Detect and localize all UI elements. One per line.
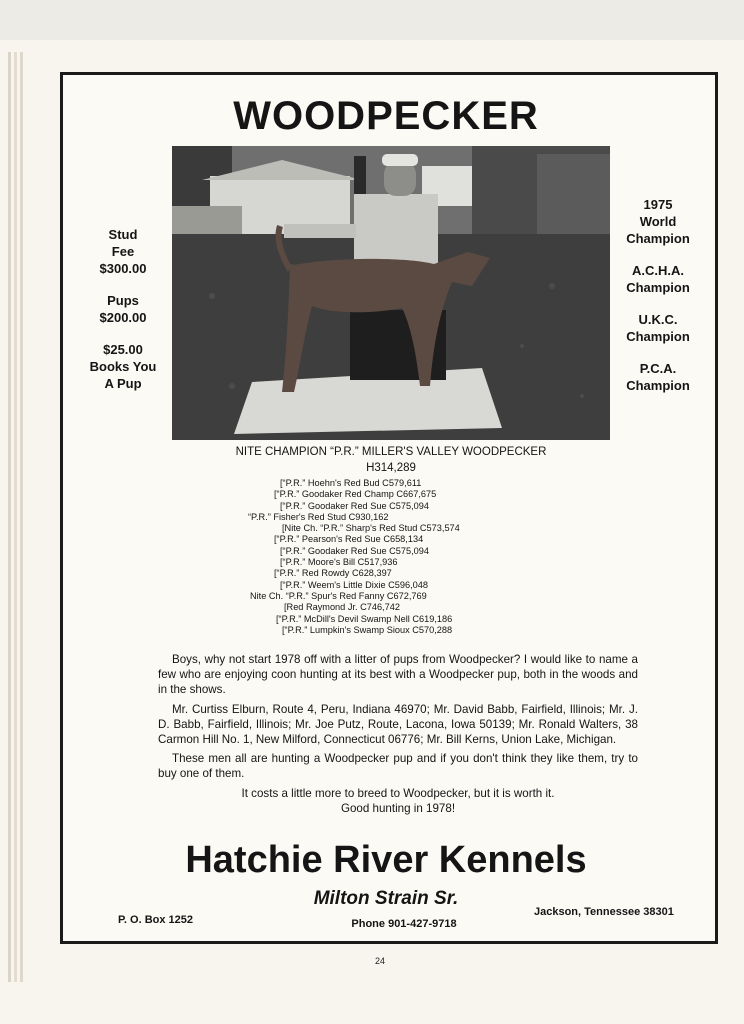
books-offer: $25.00 Books You A Pup [89,342,157,391]
pedigree-entry: [“P.R.” Weem's Little Dixie C596,048 [280,579,428,590]
pedigree-entry: [Nite Ch. “P.R.” Sharp's Red Stud C573,574 [282,523,460,534]
page-edge [8,52,11,982]
page-edge [14,52,17,982]
pedigree-entry: [“P.R.” Goodaker Red Sue C575,094 [280,500,429,511]
pedigree-entry: “P.R.” Fisher's Red Stud C930,162 [248,511,389,522]
pedigree-entry: [“P.R.” Goodaker Red Champ C667,675 [274,489,437,500]
ukc-champion: U.K.C. Champion [626,312,690,344]
stud-fee-column [78,226,168,407]
owner-name: Milton Strain Sr. [313,888,459,909]
ad-title: WOODPECKER [233,94,539,138]
body-paragraph: Boys, why not start 1978 off with a litter of pups from Woodpecker? I would like to name a few who are enjoying coon hunting at its best with a Woodpecker pup, both in the woods and in the shows. [158,653,638,697]
body-paragraph: It costs a little more to breed to Woodpecker, but it is worth it. [241,786,555,800]
body-paragraph: These men all are hunting a Woodpecker pup and if you don't think they like them, try to buy one of them. [158,752,638,781]
photo-illustration [172,146,610,440]
pedigree-entry: Nite Ch. “P.R.” Spur's Red Fanny C672,769 [250,590,427,601]
ad-body [158,652,638,816]
body-paragraph: Mr. Curtiss Elburn, Route 4, Peru, Indiana 46970; Mr. David Babb, Fairfield, Illinois; Mr. J. D. Babb, Fairfield, Illinois; Mr. Joe Putz, Route, Lacona, Iowa 50139; Mr. Ronald Walters, 38 Carmon Hill No. 1, New Milford, Connecticut 06776; Mr. Bill Kerns, Union Lake, Michigan. [158,702,638,747]
pedigree-entry: [“P.R.” Hoehn's Red Bud C579,611 [280,478,422,488]
page-number: 24 [374,956,385,966]
pedigree-entry: [“P.R.” McDill's Devil Swamp Nell C619,186 [276,613,453,624]
pca-champion: P.C.A. Champion [626,361,690,393]
world-champion: 1975 World Champion [626,197,690,246]
dog-photo [172,146,610,440]
closing-line: Good hunting in 1978! [340,801,456,815]
stud-fee: Stud Fee $300.00 [99,227,147,276]
city-address: Jackson, Tennessee 38301 [534,906,674,918]
registration-number: H314,289 [366,462,416,474]
dog-name: NITE CHAMPION “P.R.” MILLER'S VALLEY WOODPECKER [235,446,547,458]
championships-column [610,196,706,409]
pedigree-entry: [“P.R.” Pearson's Red Sue C658,134 [274,534,424,545]
pedigree-entry: [“P.R.” Red Rowdy C628,397 [274,568,392,579]
pedigree-entry: [Red Raymond Jr. C746,742 [284,602,400,613]
phone-number: Phone 901-427-9718 [351,918,457,930]
dog-name-caption [172,444,610,476]
po-box: P. O. Box 1252 [118,914,194,926]
pedigree-entry: [“P.R.” Goodaker Red Sue C575,094 [280,545,429,556]
pedigree [240,478,580,636]
pups-price: Pups $200.00 [99,293,147,325]
kennel-name: Hatchie River Kennels [185,839,587,881]
acha-champion: A.C.H.A. Champion [626,263,690,295]
page-edge [20,52,23,982]
pedigree-entry: [“P.R.” Lumpkin's Swamp Sioux C570,288 [282,624,453,635]
pedigree-entry: [“P.R.” Moore's Bill C517,936 [280,557,398,568]
